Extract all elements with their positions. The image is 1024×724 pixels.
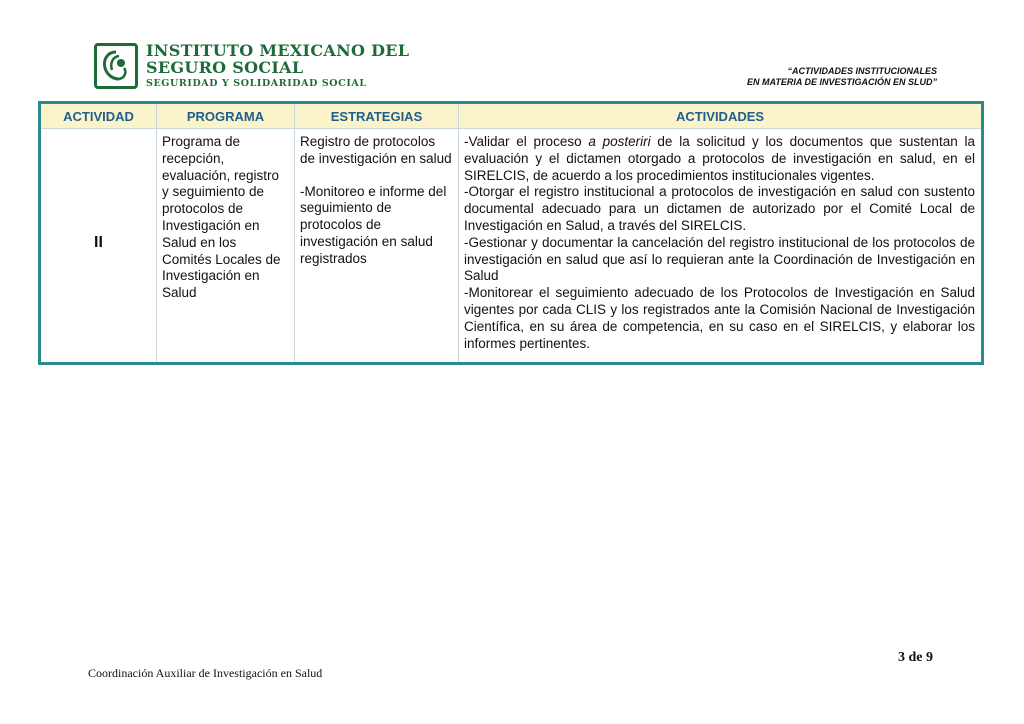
actividad-1-emphasis: a posteriri	[588, 134, 651, 149]
document-title-line-2: EN MATERIA DE INVESTIGACIÓN EN SLUD”	[746, 77, 937, 87]
cell-programa: Programa de recepción, evaluación, registro y seguimiento de protocolos de Investigación en Salud en los Comités Locales de Investigación en Salud	[157, 129, 295, 364]
actividad-1-text-b: de la solicitud y los documentos que sustentan la evaluación y el dictamen otorgado a protocolos de investigación en salud, en el SIRELCIS, de acuerdo a los procedimientos institucionales vigentes.	[464, 134, 975, 183]
header-estrategias: ESTRATEGIAS	[295, 103, 459, 129]
estrategia-1: Registro de protocolos de investigación en salud	[300, 134, 452, 166]
document-title-line-1: “ACTIVIDADES INSTITUCIONALES	[787, 66, 937, 76]
imss-logo-icon	[94, 43, 138, 89]
institution-name: INSTITUTO MEXICANO DEL SEGURO SOCIAL	[146, 40, 410, 77]
cell-actividad: II	[40, 129, 157, 364]
cell-estrategias	[295, 129, 459, 364]
header-actividad: ACTIVIDAD	[40, 103, 157, 129]
estrategia-2: -Monitoreo e informe del seguimiento de protocolos de investigación en salud registrados	[300, 183, 447, 266]
header-actividades: ACTIVIDADES	[459, 103, 983, 129]
cell-actividades	[459, 129, 983, 364]
activities-table	[38, 101, 984, 365]
table-row	[40, 129, 983, 364]
document-title	[747, 66, 937, 88]
institution-motto: SEGURIDAD Y SOLIDARIDAD SOCIAL	[146, 78, 367, 90]
actividad-4: -Monitorear el seguimiento adecuado de los Protocolos de Investigación en Salud vigentes por cada CLIS y los registrados ante la Comisión Nacional de Investigación Científica, en su área de competencia, en su caso en el SIRELCIS, y elaborar los informes pertinentes.	[464, 285, 975, 351]
actividad-2: -Otorgar el registro institucional a protocolos de investigación en salud con sustento documental adecuado para un dictamen de autorizado por el Comité Local de Investigación en Salud, a través del SIRELCIS.	[464, 184, 975, 233]
table-header-row	[40, 103, 983, 129]
imss-logo	[94, 42, 454, 90]
header-programa: PROGRAMA	[157, 103, 295, 129]
actividad-1	[464, 134, 975, 184]
footer-coordination: Coordinación Auxiliar de Investigación en Salud	[88, 666, 323, 680]
actividad-1-text-a: -Validar el proceso	[464, 134, 589, 149]
actividad-3: -Gestionar y documentar la cancelación del registro institucional de los protocolos de investigación en salud que así lo requieran ante la Coordinación de Investigación en Salud	[464, 234, 975, 284]
page-number: 3 de 9	[898, 650, 933, 665]
